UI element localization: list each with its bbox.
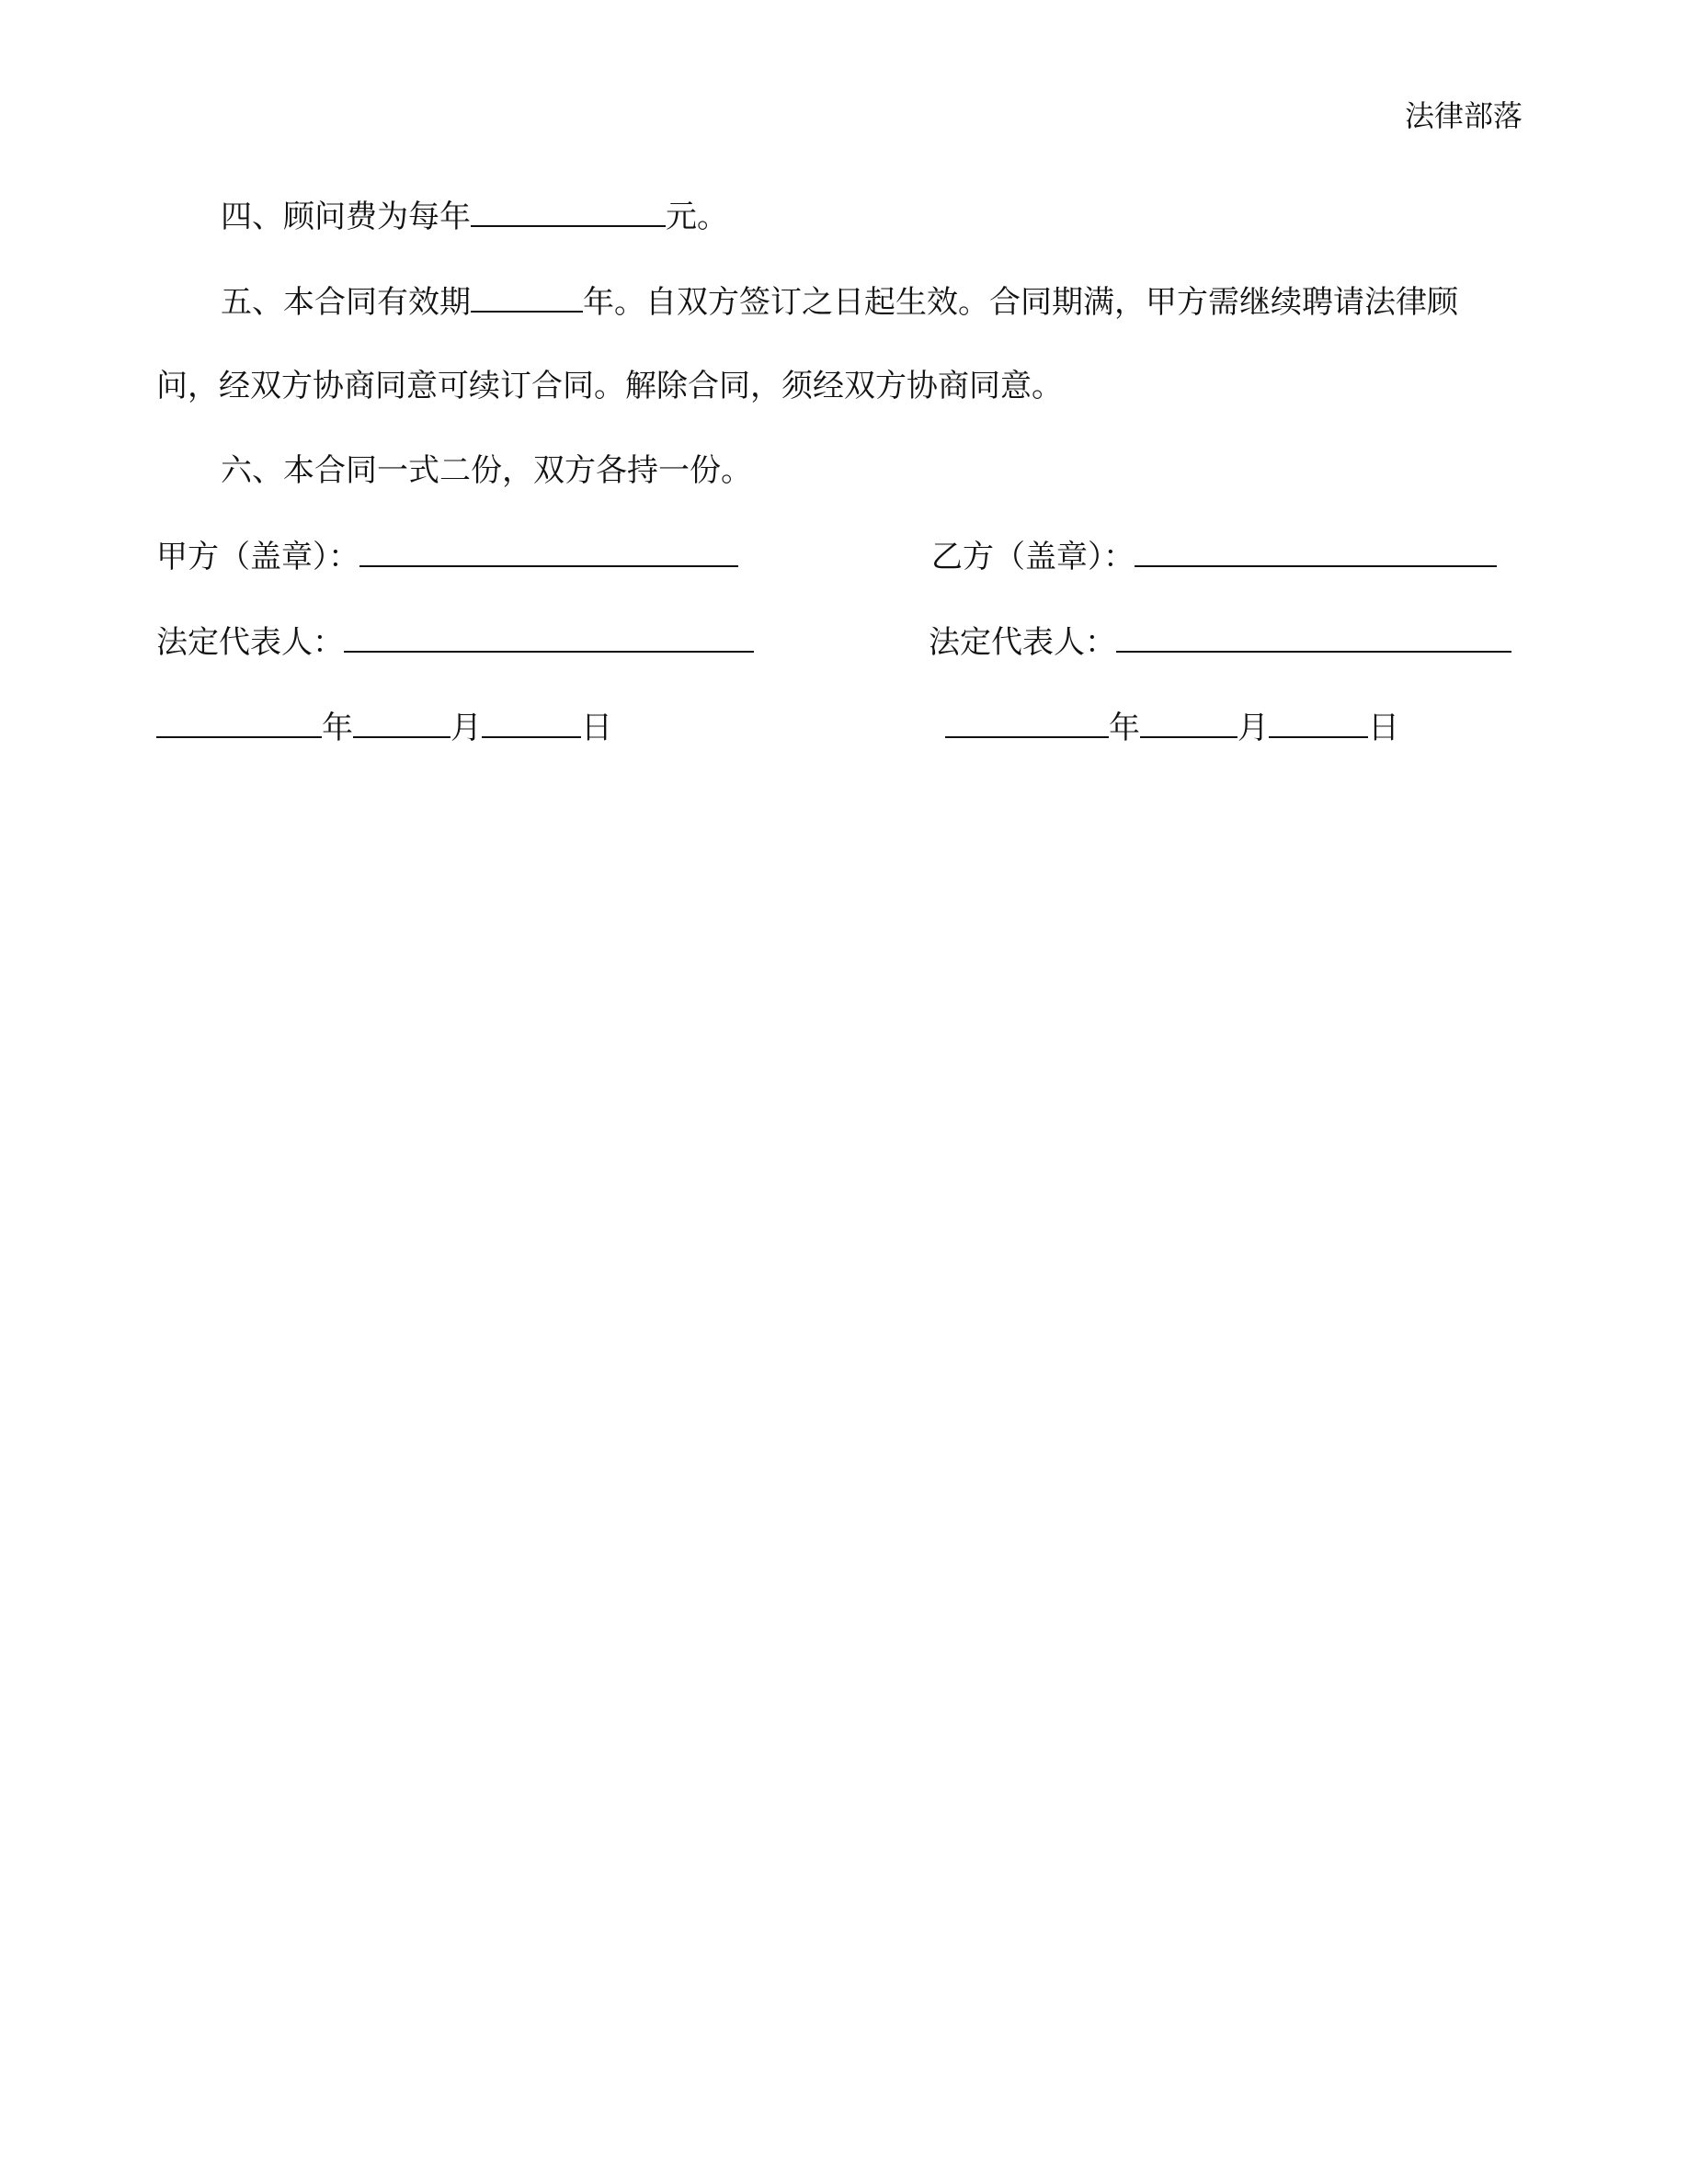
party-a-seal-label: 甲方（盖章）： [156,539,359,575]
party-b-seal-blank[interactable] [1135,536,1497,567]
clause-fee [221,196,728,237]
date-a-day-label: 日 [581,710,612,746]
legal-rep-a-row [156,621,754,663]
date-a-row [156,707,612,748]
clause-term [221,281,1458,323]
legal-rep-b-blank[interactable] [1116,621,1511,653]
date-b-row [945,707,1399,748]
date-a-month-blank[interactable] [353,707,451,738]
party-a-seal-row [156,536,738,577]
date-b-day-blank[interactable] [1269,707,1368,738]
legal-rep-b-label: 法定代表人： [929,624,1116,661]
fee-amount-blank[interactable] [471,196,666,227]
party-b-seal-label: 乙方（盖章）： [931,539,1135,575]
clause-fee-prefix: 四、顾问费为每年 [221,199,471,235]
header-brand: 法律部落 [1404,98,1523,133]
clause-copies: 六、本合同一式二份，双方各持一份。 [221,452,752,489]
legal-rep-b-row [929,621,1511,663]
date-a-day-blank[interactable] [482,707,581,738]
legal-rep-a-label: 法定代表人： [156,624,344,661]
date-a-month-label: 月 [451,710,482,746]
date-a-year-blank[interactable] [156,707,322,738]
date-b-day-label: 日 [1368,710,1399,746]
party-a-seal-blank[interactable] [359,536,738,567]
clause-fee-suffix: 元。 [666,199,728,235]
legal-rep-a-blank[interactable] [344,621,754,653]
date-b-year-label: 年 [1109,710,1140,746]
date-b-year-blank[interactable] [945,707,1109,738]
term-years-blank[interactable] [471,281,583,313]
date-b-month-blank[interactable] [1140,707,1237,738]
date-b-month-label: 月 [1237,710,1269,746]
clause-term-continued: 问，经双方协商同意可续订合同。解除合同，须经双方协商同意。 [156,368,1063,404]
party-b-seal-row [931,536,1497,577]
clause-term-suffix: 年。自双方签订之日起生效。合同期满，甲方需继续聘请法律顾 [583,284,1458,321]
clause-term-prefix: 五、本合同有效期 [221,284,471,321]
date-a-year-label: 年 [322,710,353,746]
